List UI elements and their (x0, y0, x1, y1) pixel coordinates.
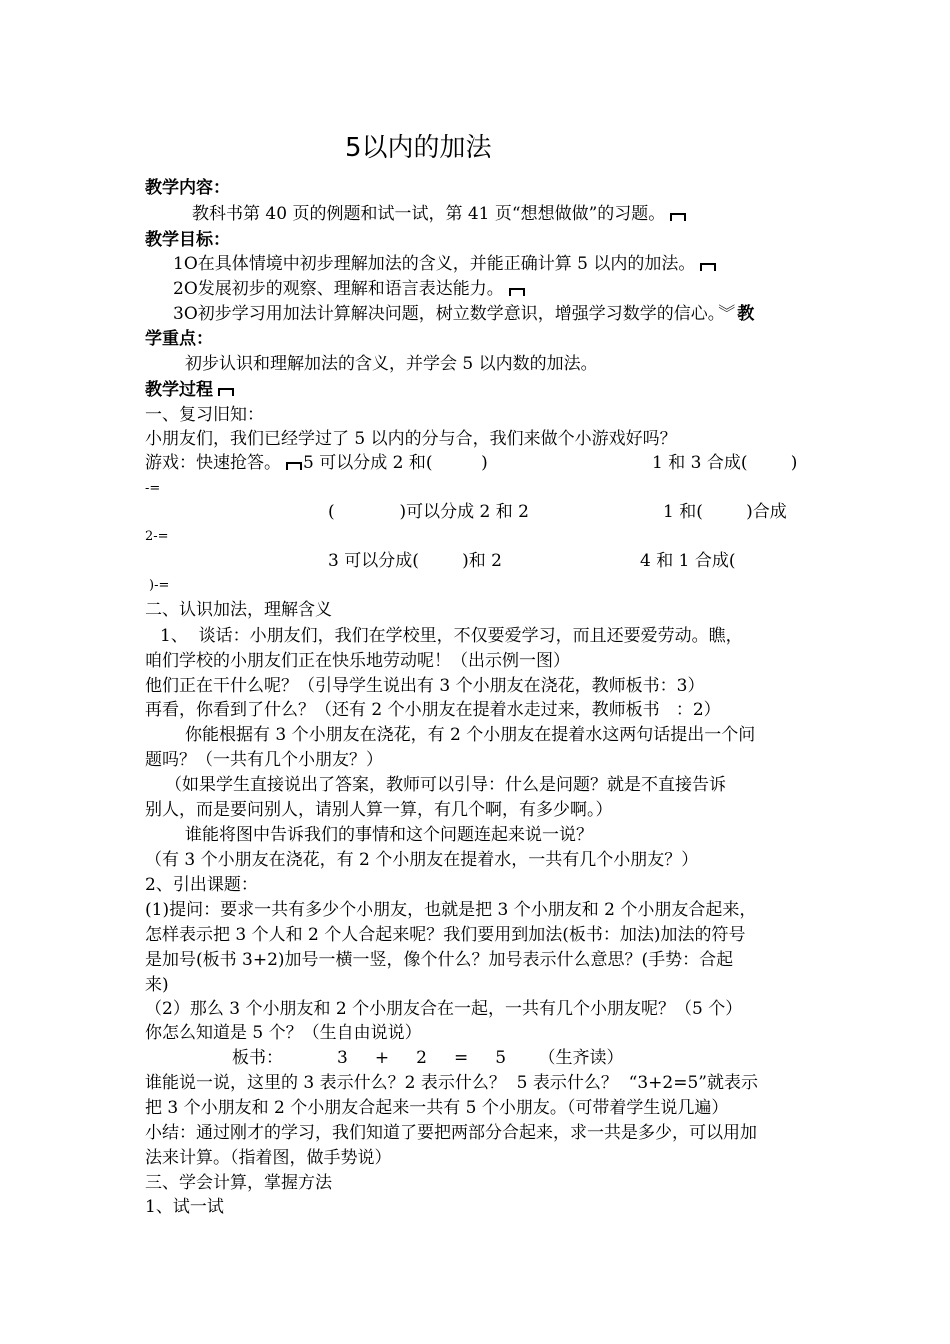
edit-mark-icon (669, 209, 687, 221)
paragraph: 小结：通过刚才的学习，我们知道了要把两部分合起来，求一共是多少，可以用加 (145, 1123, 757, 1143)
paragraph: -= (145, 481, 161, 496)
paragraph: 你怎么知道是 5 个？（生自由说说） (145, 1023, 422, 1043)
paragraph: (1)提问：要求一共有多少个小朋友，也就是把 3 个小朋友和 2 个小朋友合起来， (145, 900, 757, 920)
paragraph: 是加号(板书 3+2)加号一横一竖，像个什么？加号表示什么意思？(手势：合起 (145, 950, 734, 970)
paragraph: 2-= (145, 529, 169, 544)
paragraph: 2、引出课题： (145, 875, 258, 895)
paragraph: 题吗？（一共有几个小朋友？） (145, 750, 383, 770)
paragraph: 你能根据有 3 个小朋友在浇花，有 2 个小朋友在提着水这两句话提出一个问 (185, 725, 756, 745)
paragraph: （2）那么 3 个小朋友和 2 个小朋友合在一起，一共有几个小朋友呢？（5 个） (145, 999, 743, 1019)
paragraph: 2O发展初步的观察、理解和语言表达能力。 (173, 277, 526, 301)
paragraph: 谁能将图中告诉我们的事情和这个问题连起来说一说？ (185, 825, 593, 845)
paragraph: 谁能说一说，这里的 3 表示什么？2 表示什么？ 5 表示什么？ “3+2=5”就表示 (145, 1073, 758, 1093)
paragraph: （如果学生直接说出了答案，教师可以引导：什么是问题？就是不直接告诉 (165, 775, 726, 795)
paragraph: 三、学会计算，掌握方法 (145, 1173, 332, 1193)
paragraph: 4 和 1 合成( (640, 551, 736, 571)
paragraph: 1 和 3 合成( ) (652, 453, 798, 473)
paragraph: （有 3 个小朋友在浇花，有 2 个小朋友在提着水，一共有几个小朋友？） (145, 850, 699, 870)
paragraph: 咱们学校的小朋友们正在快乐地劳动呢！（出示例一图） (145, 651, 570, 671)
paragraph: )-= (149, 578, 170, 593)
section-heading-process: 教学过程 (145, 378, 235, 402)
paragraph: ( )可以分成 2 和 2 (328, 502, 529, 522)
paragraph: 1 和( )合成 (663, 502, 787, 522)
paragraph: 法来计算。（指着图，做手势说） (145, 1148, 392, 1168)
paragraph: 怎样表示把 3 个人和 2 个人合起来呢？我们要用到加法(板书：加法)加法的符号 (145, 925, 746, 945)
edit-mark-icon (285, 458, 303, 470)
paragraph: 3 可以分成( )和 2 (328, 551, 502, 571)
paragraph: 他们正在干什么呢？（引导学生说出有 3 个小朋友在浇花，教师板书：3） (145, 676, 705, 696)
section-heading-content: 教学内容： (145, 178, 230, 198)
paragraph: 别人，而是要问别人，请别人算一算，有几个啊，有多少啊。） (145, 800, 613, 820)
paragraph: 游戏：快速抢答。 5 可以分成 2 和( ) (145, 453, 488, 473)
paragraph: 二、认识加法，理解含义 (145, 600, 332, 620)
paragraph: 小朋友们，我们已经学过了 5 以内的分与合，我们来做个小游戏好吗？ (145, 429, 677, 449)
paragraph: 一、复习旧知： (145, 405, 264, 425)
paragraph: 把 3 个小朋友和 2 个小朋友合起来一共有 5 个小朋友。（可带着学生说几遍） (145, 1098, 729, 1118)
paragraph: 3O初步学习用加法计算解决问题，树立数学意识，增强学习数学的信心。 ︾ 教 (173, 304, 755, 324)
edit-mark-icon (699, 259, 717, 271)
chevron-mark-icon: ︾ (718, 304, 736, 324)
paragraph: 来) (145, 975, 169, 995)
paragraph: 1、 谈话：小朋友们，我们在学校里，不仅要爱学习，而且还要爱劳动。瞧， (160, 626, 743, 646)
paragraph: 初步认识和理解加法的含义，并学会 5 以内数的加法。 (185, 354, 598, 374)
paragraph: 1、试一试 (145, 1197, 224, 1217)
section-heading-goals: 教学目标： (145, 230, 230, 250)
section-heading-focus: 学重点： (145, 329, 213, 349)
edit-mark-icon (508, 284, 526, 296)
board-writing: 板书： 3 + 2 = 5 （生齐读） (232, 1048, 624, 1068)
edit-mark-icon (217, 384, 235, 396)
paragraph: 教科书第 40 页的例题和试一试，第 41 页“想想做做”的习题。 (192, 202, 687, 226)
paragraph: 1O在具体情境中初步理解加法的含义，并能正确计算 5 以内的加法。 (173, 252, 717, 276)
paragraph: 再看，你看到了什么？（还有 2 个小朋友在提着水走过来，教师板书 ：2） (145, 700, 721, 720)
document-title: 5以内的加法 (345, 133, 492, 163)
